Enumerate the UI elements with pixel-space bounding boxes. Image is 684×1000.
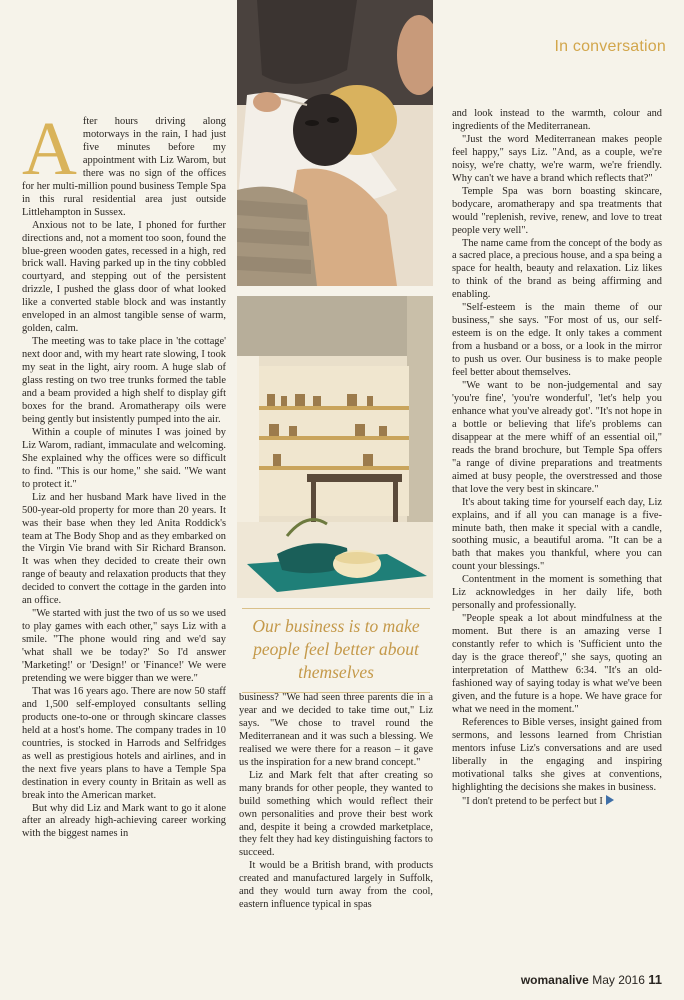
- article-column-2: [239, 692, 433, 912]
- spa-shop-illustration: [237, 296, 433, 598]
- drop-cap-letter: A: [22, 107, 77, 191]
- article-paragraph: "People speak a lot about mindfulness at the moment. But there is an amazing verse I constantly refer to which is 'Sufficient unto the day is the grace thereof'," she says, quoting an interpretation of Matthew 6:34. "It's an old-fashioned way of saying today is what we've been given, and the future is a hope. We have grace for what we need in the moment.": [452, 613, 662, 715]
- article-paragraph: "Just the word Mediterranean makes people feel happy," says Liz. "And, as a couple, we're noisy, we're chatty, we're warm, we're friendly. Why can't we have a brand which reflects that?": [452, 133, 662, 184]
- pull-quote: Our business is to make people feel better about themselves: [242, 608, 430, 693]
- spa-treatment-photo: [237, 0, 433, 286]
- article-paragraph: The name came from the concept of the body as a sacred place, a precious house, and a spa being a space for health, beauty and relaxation. Liz likes to think of the brand as being affirming and enabling.: [452, 237, 662, 301]
- article-paragraph: "I don't pretend to be perfect but I: [452, 795, 662, 809]
- article-paragraph: Contentment in the moment is something that Liz acknowledges in her daily life, both personally and professionally.: [452, 574, 662, 612]
- article-paragraph: That was 16 years ago. There are now 50 staff and 1,500 self-employed consultants selling products one-to-one or through skincare classes held at a host's home. The company trades in 10 countries, is stocked in Harrods and Selfridges as well as prestigious hotels and airlines, and in the next five years plans to have a Temple Spa destination in every county in Britain as well as break into the American market.: [22, 685, 226, 801]
- section-heading-prefix: In: [554, 38, 569, 55]
- article-column-1: [22, 107, 226, 841]
- article-paragraph: Anxious not to be late, I phoned for further directions and, not a moment too soon, found the blue-green wooden gates, recessed in a high, red brick wall. Having parked up in the tiny cobbled courtyard, and stepping out of the persistent drizzle, I pushed the glass door of what looked like a converted stable block and was instantly enveloped in an almost tangible sense of warm, golden, calm.: [22, 219, 226, 335]
- article-paragraph: Within a couple of minutes I was joined by Liz Warom, radiant, immaculate and welcoming. She explained why the offices were so difficult to find. "This is our home," she said. "We want to protect it.": [22, 426, 226, 490]
- page-number: 11: [648, 972, 662, 987]
- article-paragraph: "Self-esteem is the main theme of our business," she says. "For most of us, our self-esteem is on the edge. It only takes a comment from a husband or a boss, or a look in the mirror to push us over. Our business is to make people feel better about themselves.: [452, 302, 662, 379]
- article-paragraph: "We started with just the two of us so we used to play games with each other," says Liz with a smile. "The phone would ring and we'd say 'what shall we be today?' So I'd answer 'Marketing!' or 'Design!' or 'Finance!' We were pretending we were bigger than we were.": [22, 608, 226, 684]
- article-paragraph: Liz and Mark felt that after creating so many brands for other people, they wanted to build something which would reflect their own personalities and prove their best work and, despite it being a crowded marketplace, they felt they had key distinguishing factors to succeed.: [239, 769, 433, 859]
- article-column-3: [452, 108, 662, 808]
- spa-shop-photo: [237, 296, 433, 598]
- article-paragraph: After hours driving along motorways in the rain, I had just five minutes before my appointment with Liz Warom, but there was no sign of the offices for her multi-million pound business Temple Spa in this rural residential area just outside Littlehampton in Sussex.: [22, 107, 226, 218]
- article-paragraph: The meeting was to take place in 'the cottage' next door and, with my heart rate slowing, I took my seat in the light, airy room. A huge slab of glass resting on two tree trunks formed the table and a beam provided a high shelf to display gift boxes for the brand. Aromatherapy oils were being gently but insistently pumped into the air.: [22, 336, 226, 425]
- article-paragraph: "We want to be non-judgemental and say 'you're fine', 'you're wonderful', 'let's help you enhance what you've already got'. "It's not hope in a bottle or believing that life's problems can disappear at the mere whiff of an essential oil," reads the brand brochure, but Temple Spa offers "a range of divine preparations and treatments aimed at busy people, the overstressed and those that love the very best in skincare.": [452, 380, 662, 495]
- article-paragraph: Liz and her husband Mark have lived in the 500-year-old property for more than 20 years. It was their base when they led Anita Roddick's team at The Body Shop and as they embarked on the Virgin Vie brand with Sir Richard Branson. It was when they decided to create their own range of beauty and relaxation products that they decided to convert the cottage in the garden into an office.: [22, 491, 226, 607]
- section-heading-label: conversation: [572, 38, 666, 55]
- article-paragraph: It's about taking time for yourself each day, Liz explains, and if all you can manage is a five-minute bath, then make it special with a candle, soothing music, a beautiful aroma. "It can be a bath that makes you thankful, where you can count your blessings.": [452, 496, 662, 573]
- page-footer: [521, 972, 662, 987]
- article-paragraph: and look instead to the warmth, colour and ingredients of the Mediterranean.: [452, 108, 662, 132]
- continue-arrow-icon: [606, 795, 614, 805]
- issue-date: May 2016: [592, 973, 645, 987]
- spa-treatment-illustration: [237, 0, 433, 286]
- article-paragraph: business? "We had seen three parents die in a year and we decided to take time out," Liz says. "We chose to travel round the Mediterranean and it was such a blessing. We realised we were there for a reason – it gave us the inspiration for a new brand concept.": [239, 692, 433, 768]
- article-paragraph: It would be a British brand, with products created and manufactured largely in Suffolk, and they would turn away from the cool, eastern influence typical in spas: [239, 860, 433, 911]
- article-paragraph: Temple Spa was born boasting skincare, bodycare, aromatherapy and spa treatments that would "replenish, revive, renew, and love to treat people very well".: [452, 185, 662, 236]
- magazine-brand: womanalive: [520, 973, 589, 987]
- article-paragraph: But why did Liz and Mark want to go it alone after an already high-achieving career working with the biggest names in: [22, 802, 226, 840]
- section-heading: [554, 38, 666, 56]
- article-paragraph: References to Bible verses, insight gained from sermons, and lessons learned from Christian mentors infuse Liz's conversations and are used liberally in the engaging and inspiring motivational talks she gives at conventions, highlighting the decisions she makes in business.: [452, 716, 662, 793]
